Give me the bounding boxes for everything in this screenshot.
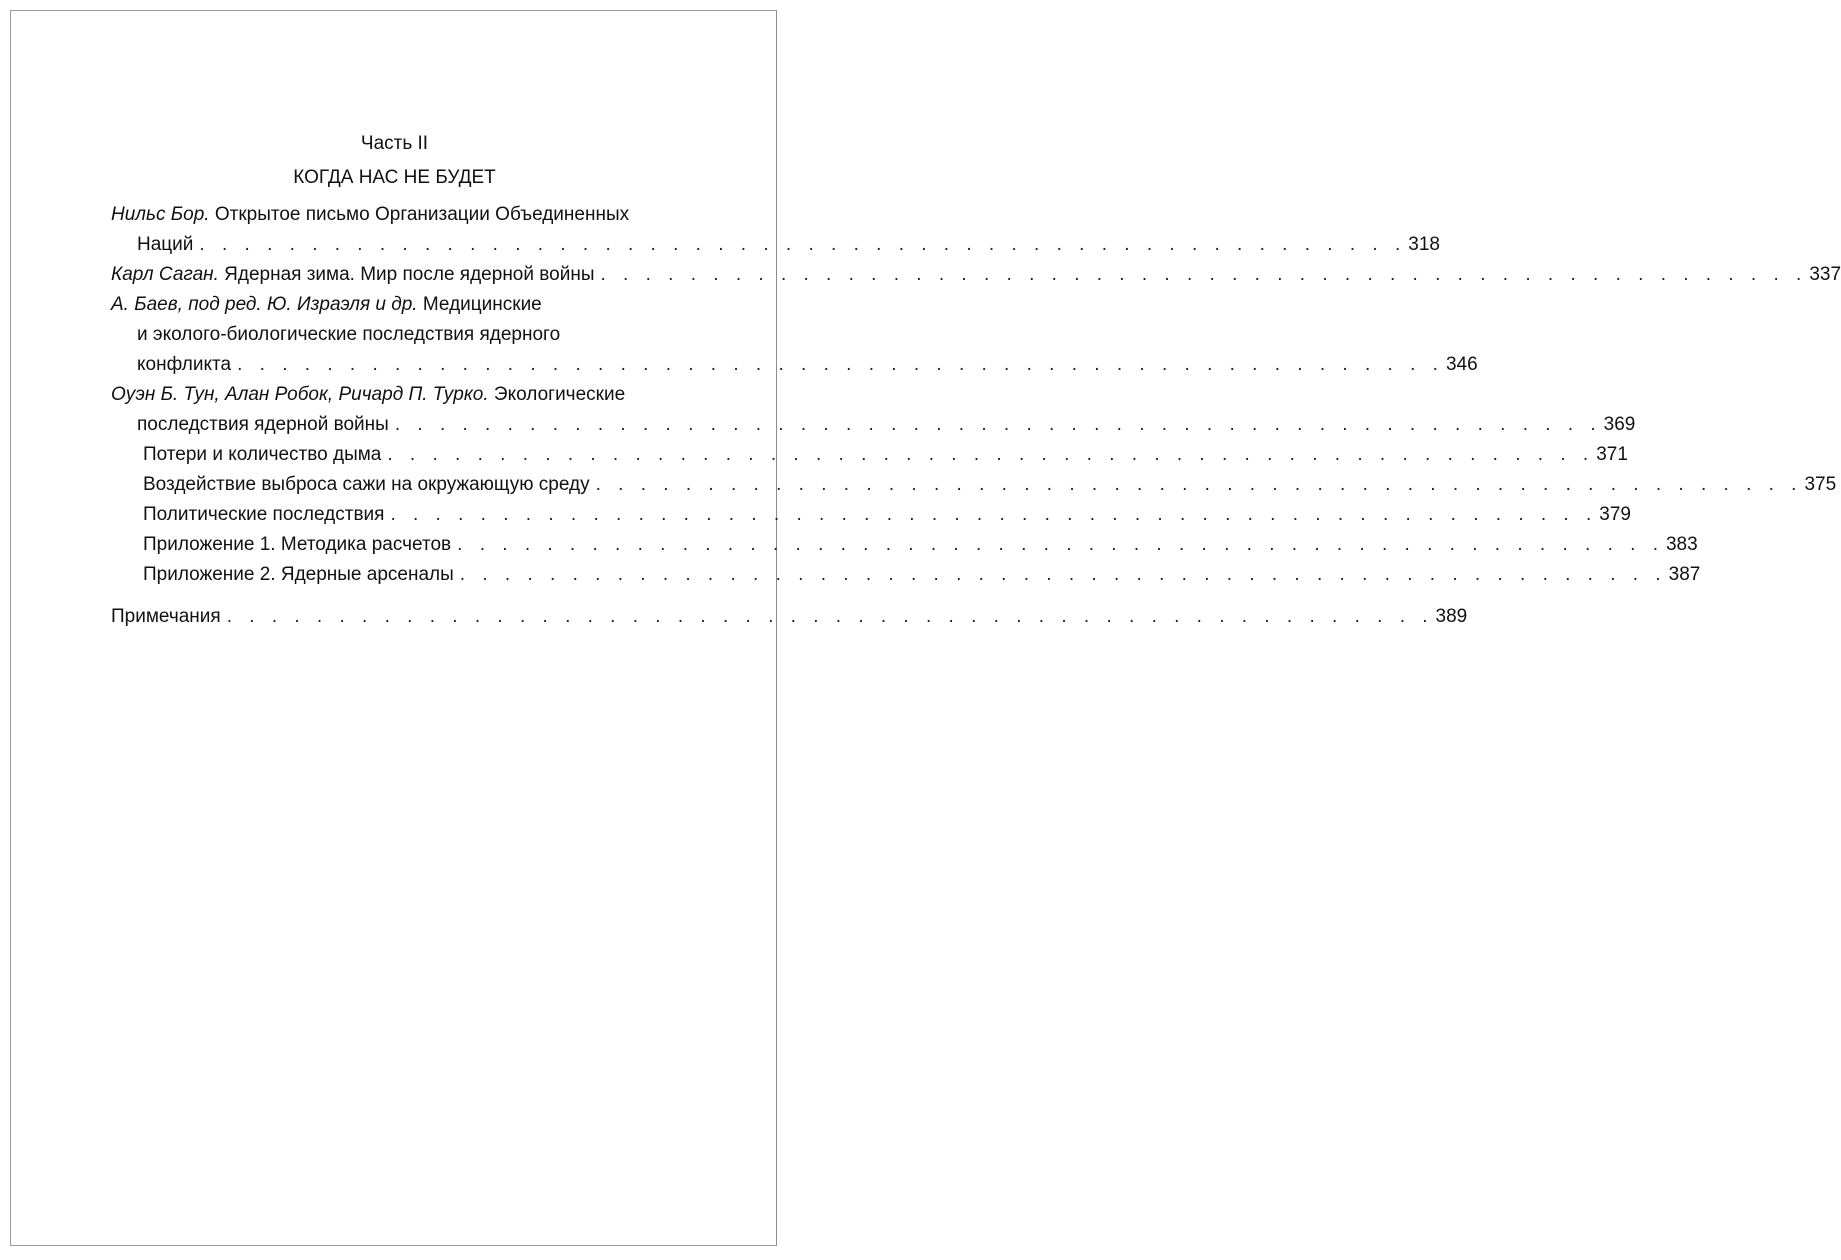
subsection-title: Политические последствия [143,504,385,525]
toc-entry-bohr-line2[interactable] [111,230,1440,260]
dot-leader: . . . . . . . . . . . . . . . . . . . . . . . . . . . . . . . . . . . . . . . . . . . . . . . . . . . . . . [390,504,1598,525]
page-number: 387 [1668,564,1701,585]
entry-author: Карл Саган. [111,264,219,285]
subsection-title: Приложение 2. Ядерные арсеналы [143,564,454,585]
toc-entry-bohr-line1[interactable] [111,200,702,230]
entry-title-continued: последствия ядерной войны [137,414,389,435]
entry-title: Открытое письмо Организации Объединенных [209,204,630,225]
subsection-title: Приложение 1. Методика расчетов [143,534,452,555]
dot-leader: . . . . . . . . . . . . . . . . . . . . . . . . . . . . . . . . . . . . . . . . . . . . . . . . . . . . . . [226,606,1434,627]
toc-subsection[interactable] [111,440,1628,470]
spacer [111,590,702,602]
dot-leader: . . . . . . . . . . . . . . . . . . . . . . . . . . . . . . . . . . . . . . . . . . . . . . . . . . . . . . [394,414,1602,435]
page-number: 383 [1665,534,1698,555]
page-number: 371 [1596,444,1628,465]
toc-entry-baev-line1[interactable] [111,290,702,320]
toc-entry-baev-line3[interactable] [111,350,1478,380]
part-title: КОГДА НАС НЕ БУДЕТ [293,167,496,188]
toc-subsection[interactable] [111,560,1701,590]
toc-subsection[interactable] [111,530,1698,560]
toc-entry-toon-line2[interactable] [111,410,1636,440]
dot-leader: . . . . . . . . . . . . . . . . . . . . . . . . . . . . . . . . . . . . . . . . . . . . . . . . . . . . . . [595,474,1803,495]
subsection-title: Воздействие выброса сажи на окружающую среду [143,474,590,495]
page-number: 379 [1599,504,1631,525]
entry-title: Примечания [111,606,221,627]
toc-entry-toon-line1[interactable] [111,380,702,410]
entry-title: Медицинские [417,294,542,315]
page-number: 318 [1408,234,1440,255]
dot-leader: . . . . . . . . . . . . . . . . . . . . . . . . . . . . . . . . . . . . . . . . . . . . . . . . . . . . . . [237,354,1444,375]
part-label: Часть II [360,133,429,154]
page-number: 346 [1445,354,1478,375]
dot-leader: . . . . . . . . . . . . . . . . . . . . . . . . . . . . . . . . . . . . . . . . . . . . . . . . . . . . . . [600,264,1808,285]
entry-author: Оуэн Б. Тун, Алан Робок, Ричард П. Турко. [111,384,489,405]
toc-subsection[interactable] [111,470,1837,500]
page-number: 375 [1804,474,1837,495]
entry-title: Экологические [488,384,626,405]
toc-entry-sagan[interactable] [111,260,1841,290]
dot-leader: . . . . . . . . . . . . . . . . . . . . . . . . . . . . . . . . . . . . . . . . . . . . . . . . . . . . . . [199,234,1407,255]
entry-title-continued: и эколого-биологические последствия ядерного [137,324,561,345]
dot-leader: . . . . . . . . . . . . . . . . . . . . . . . . . . . . . . . . . . . . . . . . . . . . . . . . . . . . . . [459,564,1667,585]
entry-author: А. Баев, под ред. Ю. Израэля и др. [111,294,418,315]
entry-author: Нильс Бор. [111,204,210,225]
dot-leader: . . . . . . . . . . . . . . . . . . . . . . . . . . . . . . . . . . . . . . . . . . . . . . . . . . . . . . [457,534,1664,555]
entry-title: Ядерная зима. Мир после ядерной войны [218,264,595,285]
page-number: 389 [1435,606,1468,627]
page-number: 369 [1603,414,1636,435]
subsection-title: Потери и количество дыма [143,444,382,465]
page-number: 337 [1809,264,1841,285]
entry-title-continued: Наций [137,234,194,255]
table-of-contents [111,200,1841,632]
toc-subsection[interactable] [111,500,1631,530]
entry-title-continued: конфликта [137,354,232,375]
toc-entry-notes[interactable] [111,602,1468,632]
toc-entry-baev-line2[interactable] [111,320,702,350]
dot-leader: . . . . . . . . . . . . . . . . . . . . . . . . . . . . . . . . . . . . . . . . . . . . . . . . . . . . . . [387,444,1595,465]
